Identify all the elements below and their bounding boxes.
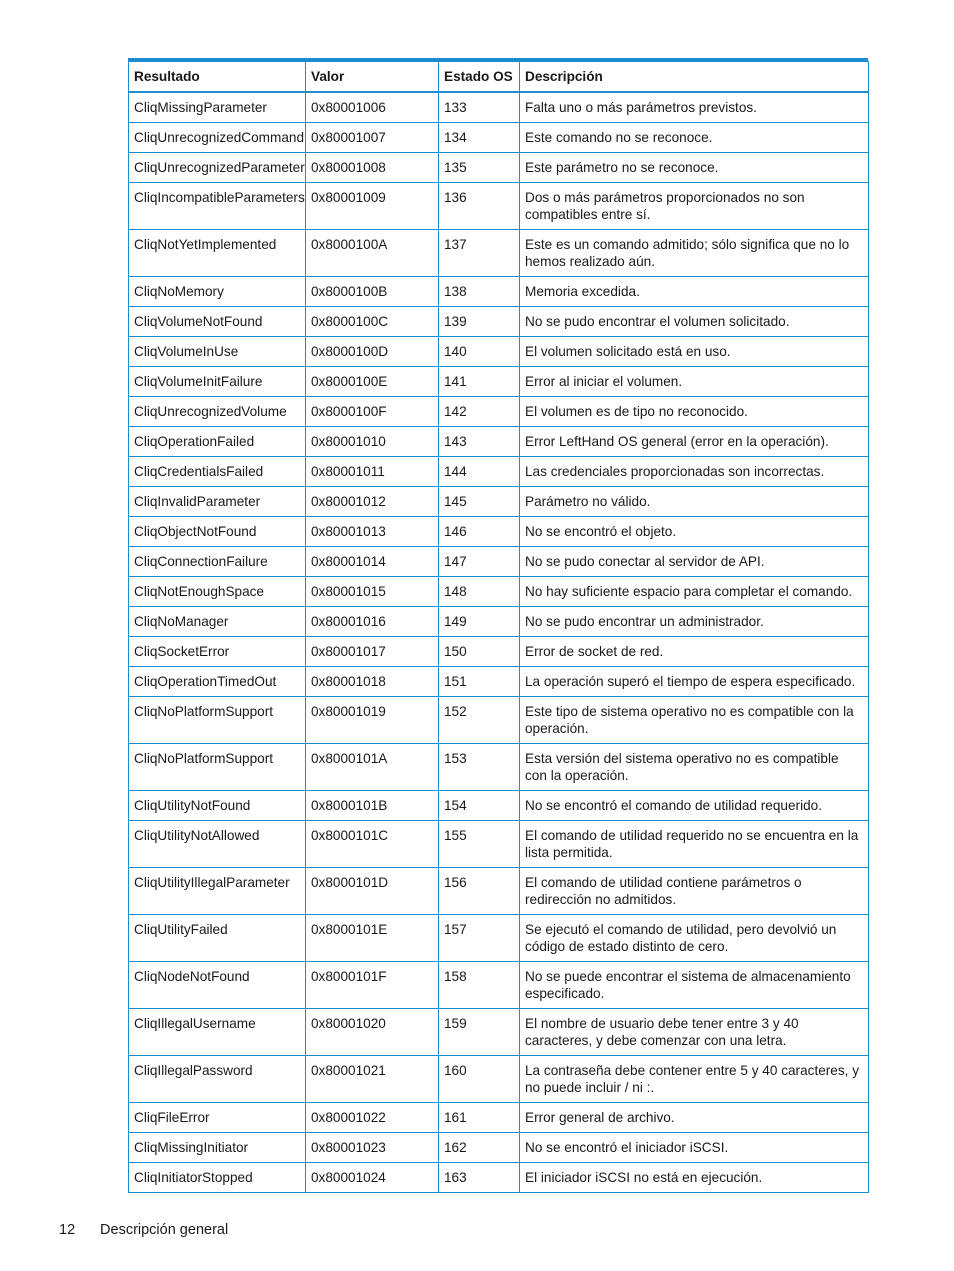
- cell-descripcion: Error al iniciar el volumen.: [520, 367, 869, 397]
- cell-valor: 0x8000100C: [306, 307, 439, 337]
- cell-estado-os: 161: [439, 1103, 520, 1133]
- table-row: [129, 1103, 869, 1133]
- table-row: [129, 1009, 869, 1056]
- cell-valor: 0x80001014: [306, 547, 439, 577]
- cell-resultado: CliqVolumeInitFailure: [129, 367, 306, 397]
- cell-descripcion: El comando de utilidad contiene parámetros o redirección no admitidos.: [520, 868, 869, 915]
- cell-estado-os: 136: [439, 183, 520, 230]
- cell-estado-os: 138: [439, 277, 520, 307]
- cell-resultado: CliqOperationFailed: [129, 427, 306, 457]
- cell-valor: 0x8000101D: [306, 868, 439, 915]
- cell-estado-os: 153: [439, 744, 520, 791]
- cell-estado-os: 151: [439, 667, 520, 697]
- table-row: [129, 1163, 869, 1193]
- cell-descripcion: Error de socket de red.: [520, 637, 869, 667]
- cell-valor: 0x80001022: [306, 1103, 439, 1133]
- cell-estado-os: 141: [439, 367, 520, 397]
- cell-resultado: CliqVolumeInUse: [129, 337, 306, 367]
- cell-descripcion: No se encontró el comando de utilidad requerido.: [520, 791, 869, 821]
- cell-estado-os: 140: [439, 337, 520, 367]
- cell-resultado: CliqVolumeNotFound: [129, 307, 306, 337]
- cell-resultado: CliqIncompatibleParameters: [129, 183, 306, 230]
- cell-estado-os: 145: [439, 487, 520, 517]
- cell-descripcion: El volumen solicitado está en uso.: [520, 337, 869, 367]
- cell-resultado: CliqNoMemory: [129, 277, 306, 307]
- cell-estado-os: 139: [439, 307, 520, 337]
- cell-descripcion: No se pudo encontrar el volumen solicitado.: [520, 307, 869, 337]
- cell-valor: 0x8000100F: [306, 397, 439, 427]
- table-row: [129, 1056, 869, 1103]
- cell-estado-os: 135: [439, 153, 520, 183]
- error-codes-table-wrapper: [128, 58, 868, 1193]
- cell-estado-os: 142: [439, 397, 520, 427]
- cell-estado-os: 162: [439, 1133, 520, 1163]
- table-row: [129, 307, 869, 337]
- table-row: [129, 367, 869, 397]
- cell-estado-os: 144: [439, 457, 520, 487]
- table-row: [129, 427, 869, 457]
- cell-descripcion: Parámetro no válido.: [520, 487, 869, 517]
- cell-resultado: CliqNotEnoughSpace: [129, 577, 306, 607]
- cell-descripcion: Este tipo de sistema operativo no es compatible con la operación.: [520, 697, 869, 744]
- table-row: [129, 1133, 869, 1163]
- table-row: [129, 915, 869, 962]
- cell-estado-os: 156: [439, 868, 520, 915]
- cell-resultado: CliqUtilityFailed: [129, 915, 306, 962]
- cell-resultado: CliqUtilityNotAllowed: [129, 821, 306, 868]
- cell-valor: 0x8000100B: [306, 277, 439, 307]
- cell-valor: 0x80001019: [306, 697, 439, 744]
- table-row: [129, 868, 869, 915]
- table-row: [129, 821, 869, 868]
- cell-descripcion: Dos o más parámetros proporcionados no son compatibles entre sí.: [520, 183, 869, 230]
- cell-estado-os: 152: [439, 697, 520, 744]
- cell-valor: 0x80001016: [306, 607, 439, 637]
- cell-resultado: CliqInitiatorStopped: [129, 1163, 306, 1193]
- table-row: [129, 230, 869, 277]
- header-valor: Valor: [306, 62, 439, 93]
- cell-resultado: CliqUtilityNotFound: [129, 791, 306, 821]
- cell-descripcion: Este parámetro no se reconoce.: [520, 153, 869, 183]
- cell-valor: 0x8000101C: [306, 821, 439, 868]
- cell-resultado: CliqIllegalPassword: [129, 1056, 306, 1103]
- table-row: [129, 277, 869, 307]
- table-row: [129, 457, 869, 487]
- cell-resultado: CliqSocketError: [129, 637, 306, 667]
- error-codes-table: [128, 61, 869, 1193]
- table-row: [129, 337, 869, 367]
- cell-descripcion: El comando de utilidad requerido no se encuentra en la lista permitida.: [520, 821, 869, 868]
- cell-descripcion: Falta uno o más parámetros previstos.: [520, 92, 869, 123]
- cell-valor: 0x80001011: [306, 457, 439, 487]
- cell-valor: 0x80001021: [306, 1056, 439, 1103]
- cell-estado-os: 134: [439, 123, 520, 153]
- table-row: [129, 547, 869, 577]
- cell-valor: 0x80001017: [306, 637, 439, 667]
- cell-descripcion: No hay suficiente espacio para completar el comando.: [520, 577, 869, 607]
- table-row: [129, 183, 869, 230]
- cell-estado-os: 157: [439, 915, 520, 962]
- table-row: [129, 487, 869, 517]
- cell-descripcion: No se pudo conectar al servidor de API.: [520, 547, 869, 577]
- cell-estado-os: 147: [439, 547, 520, 577]
- cell-valor: 0x80001018: [306, 667, 439, 697]
- cell-valor: 0x8000101F: [306, 962, 439, 1009]
- cell-estado-os: 155: [439, 821, 520, 868]
- cell-resultado: CliqOperationTimedOut: [129, 667, 306, 697]
- cell-descripcion: No se encontró el iniciador iSCSI.: [520, 1133, 869, 1163]
- table-row: [129, 697, 869, 744]
- cell-valor: 0x80001007: [306, 123, 439, 153]
- cell-resultado: CliqIllegalUsername: [129, 1009, 306, 1056]
- cell-resultado: CliqNodeNotFound: [129, 962, 306, 1009]
- page-number: 12: [59, 1222, 76, 1238]
- cell-descripcion: Error general de archivo.: [520, 1103, 869, 1133]
- cell-estado-os: 146: [439, 517, 520, 547]
- header-descripcion: Descripción: [520, 62, 869, 93]
- cell-estado-os: 133: [439, 92, 520, 123]
- cell-descripcion: La contraseña debe contener entre 5 y 40 caracteres, y no puede incluir / ni :.: [520, 1056, 869, 1103]
- cell-descripcion: No se puede encontrar el sistema de almacenamiento especificado.: [520, 962, 869, 1009]
- table-row: [129, 517, 869, 547]
- cell-estado-os: 143: [439, 427, 520, 457]
- cell-resultado: CliqObjectNotFound: [129, 517, 306, 547]
- cell-valor: 0x80001024: [306, 1163, 439, 1193]
- page-footer: [59, 1222, 228, 1238]
- cell-valor: 0x80001010: [306, 427, 439, 457]
- header-resultado: Resultado: [129, 62, 306, 93]
- cell-descripcion: Este es un comando admitido; sólo significa que no lo hemos realizado aún.: [520, 230, 869, 277]
- cell-descripcion: Esta versión del sistema operativo no es compatible con la operación.: [520, 744, 869, 791]
- cell-valor: 0x8000101A: [306, 744, 439, 791]
- cell-resultado: CliqMissingParameter: [129, 92, 306, 123]
- table-row: [129, 92, 869, 123]
- cell-resultado: CliqUnrecognizedParameter: [129, 153, 306, 183]
- table-row: [129, 577, 869, 607]
- table-row: [129, 791, 869, 821]
- cell-descripcion: No se pudo encontrar un administrador.: [520, 607, 869, 637]
- cell-descripcion: Memoria excedida.: [520, 277, 869, 307]
- cell-valor: 0x8000100D: [306, 337, 439, 367]
- cell-resultado: CliqFileError: [129, 1103, 306, 1133]
- cell-estado-os: 159: [439, 1009, 520, 1056]
- cell-estado-os: 150: [439, 637, 520, 667]
- cell-valor: 0x80001012: [306, 487, 439, 517]
- cell-resultado: CliqNoPlatformSupport: [129, 744, 306, 791]
- cell-valor: 0x8000100A: [306, 230, 439, 277]
- cell-descripcion: El iniciador iSCSI no está en ejecución.: [520, 1163, 869, 1193]
- cell-resultado: CliqMissingInitiator: [129, 1133, 306, 1163]
- cell-valor: 0x80001015: [306, 577, 439, 607]
- cell-valor: 0x80001020: [306, 1009, 439, 1056]
- cell-valor: 0x8000100E: [306, 367, 439, 397]
- cell-valor: 0x8000101E: [306, 915, 439, 962]
- header-estado-os: Estado OS: [439, 62, 520, 93]
- cell-resultado: CliqUnrecognizedCommand: [129, 123, 306, 153]
- cell-descripcion: Este comando no se reconoce.: [520, 123, 869, 153]
- cell-valor: 0x80001008: [306, 153, 439, 183]
- cell-resultado: CliqNoManager: [129, 607, 306, 637]
- cell-valor: 0x80001009: [306, 183, 439, 230]
- cell-descripcion: Se ejecutó el comando de utilidad, pero devolvió un código de estado distinto de cero.: [520, 915, 869, 962]
- cell-resultado: CliqUtilityIllegalParameter: [129, 868, 306, 915]
- cell-estado-os: 160: [439, 1056, 520, 1103]
- cell-estado-os: 163: [439, 1163, 520, 1193]
- cell-resultado: CliqNotYetImplemented: [129, 230, 306, 277]
- table-row: [129, 397, 869, 427]
- table-row: [129, 607, 869, 637]
- cell-valor: 0x80001013: [306, 517, 439, 547]
- cell-estado-os: 154: [439, 791, 520, 821]
- table-row: [129, 744, 869, 791]
- table-row: [129, 123, 869, 153]
- table-row: [129, 962, 869, 1009]
- cell-descripcion: El nombre de usuario debe tener entre 3 y 40 caracteres, y debe comenzar con una letra.: [520, 1009, 869, 1056]
- cell-descripcion: El volumen es de tipo no reconocido.: [520, 397, 869, 427]
- cell-estado-os: 148: [439, 577, 520, 607]
- table-body: [129, 92, 869, 1193]
- cell-descripcion: Error LeftHand OS general (error en la operación).: [520, 427, 869, 457]
- cell-resultado: CliqNoPlatformSupport: [129, 697, 306, 744]
- cell-resultado: CliqCredentialsFailed: [129, 457, 306, 487]
- cell-valor: 0x8000101B: [306, 791, 439, 821]
- table-header-row: [129, 62, 869, 93]
- cell-resultado: CliqInvalidParameter: [129, 487, 306, 517]
- cell-descripcion: No se encontró el objeto.: [520, 517, 869, 547]
- cell-estado-os: 137: [439, 230, 520, 277]
- table-row: [129, 637, 869, 667]
- cell-valor: 0x80001023: [306, 1133, 439, 1163]
- cell-valor: 0x80001006: [306, 92, 439, 123]
- table-row: [129, 667, 869, 697]
- cell-estado-os: 149: [439, 607, 520, 637]
- cell-resultado: CliqConnectionFailure: [129, 547, 306, 577]
- cell-estado-os: 158: [439, 962, 520, 1009]
- cell-descripcion: La operación superó el tiempo de espera especificado.: [520, 667, 869, 697]
- section-title: Descripción general: [100, 1222, 229, 1238]
- cell-resultado: CliqUnrecognizedVolume: [129, 397, 306, 427]
- cell-descripcion: Las credenciales proporcionadas son incorrectas.: [520, 457, 869, 487]
- table-row: [129, 153, 869, 183]
